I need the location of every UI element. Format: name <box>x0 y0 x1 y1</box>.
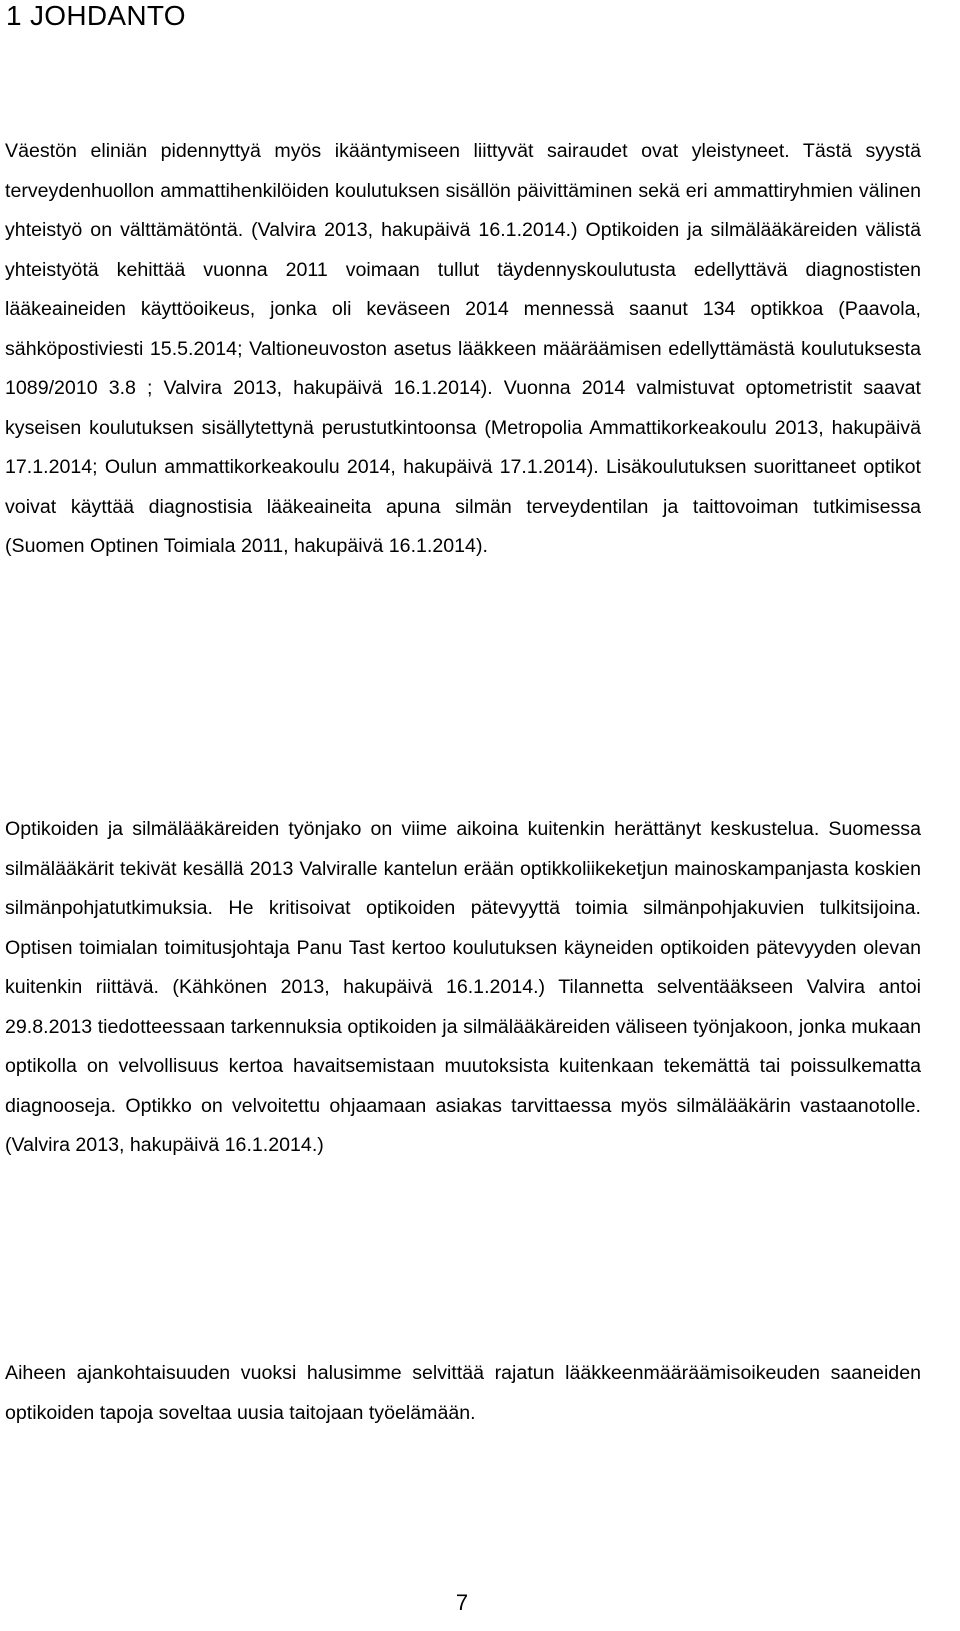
paragraph-2: Optikoiden ja silmälääkäreiden työnjako on viime aikoina kuitenkin herättänyt keskustelua. Suomessa silmälääkärit tekivät kesällä 2013 Valviralle kantelun erään optikkoliikeketjun mainoskampanjasta koskien silmänpohjatutkimuksia. He kritisoivat optikoiden pätevyyttä toimia silmänpohjakuvien tulkitsijoina. Optisen toimialan toimitusjohtaja Panu Tast kertoo koulutuksen käyneiden optikoiden pätevyyden olevan kuitenkin riittävä. (Kähkönen 2013, hakupäivä 16.1.2014.) Tilannetta selventääkseen Valvira antoi 29.8.2013 tiedotteessaan tarkennuksia optikoiden ja silmälääkäreiden väliseen työnjakoon, jonka mukaan optikolla on velvollisuus kertoa havaitsemistaan muutoksista kuitenkaan tekemättä tai poissulkematta diagnooseja. Optikko on velvoitettu ohjaamaan asiakas tarvittaessa myös silmälääkärin vastaanotolle. (Valvira 2013, hakupäivä 16.1.2014.) <box>5 818 921 1156</box>
paragraph-3: Aiheen ajankohtaisuuden vuoksi halusimme selvittää rajatun lääkkeenmääräämisoikeuden saaneiden optikoiden tapoja soveltaa uusia taitojaan työelämään. <box>5 1362 921 1424</box>
paragraph-1: Väestön eliniän pidennyttyä myös ikääntymiseen liittyvät sairaudet ovat yleistyneet. Tästä syystä terveydenhuollon ammattihenkilöiden koulutuksen sisällön päivittäminen sekä eri ammattiryhmien välinen yhteistyö on välttämätöntä. (Valvira 2013, hakupäivä 16.1.2014.) Optikoiden ja silmälääkäreiden välistä yhteistyötä kehittää vuonna 2011 voimaan tullut täydennyskoulutusta edellyttävä diagnostisten lääkeaineiden käyttöoikeus, jonka oli keväseen 2014 mennessä saanut 134 optikkoa (Paavola, sähköpostiviesti 15.5.2014; Valtioneuvoston asetus lääkkeen määräämisen edellyttämästä koulutuksesta 1089/2010 3.8 ; Valvira 2013, hakupäivä 16.1.2014). Vuonna 2014 valmistuvat optometristit saavat kyseisen koulutuksen sisällytettynä perustutkintoonsa (Metropolia Ammattikorkeakoulu 2013, hakupäivä 17.1.2014; Oulun ammattikorkeakoulu 2014, hakupäivä 17.1.2014). Lisäkoulutuksen suorittaneet optikot voivat käyttää diagnostisia lääkeaineita apuna silmän terveydentilan ja taittovoiman tutkimisessa (Suomen Optinen Toimiala 2011, hakupäivä 16.1.2014). <box>5 140 921 557</box>
page-number: 7 <box>455 1590 469 1615</box>
chapter-heading: 1 JOHDANTO <box>6 0 186 31</box>
